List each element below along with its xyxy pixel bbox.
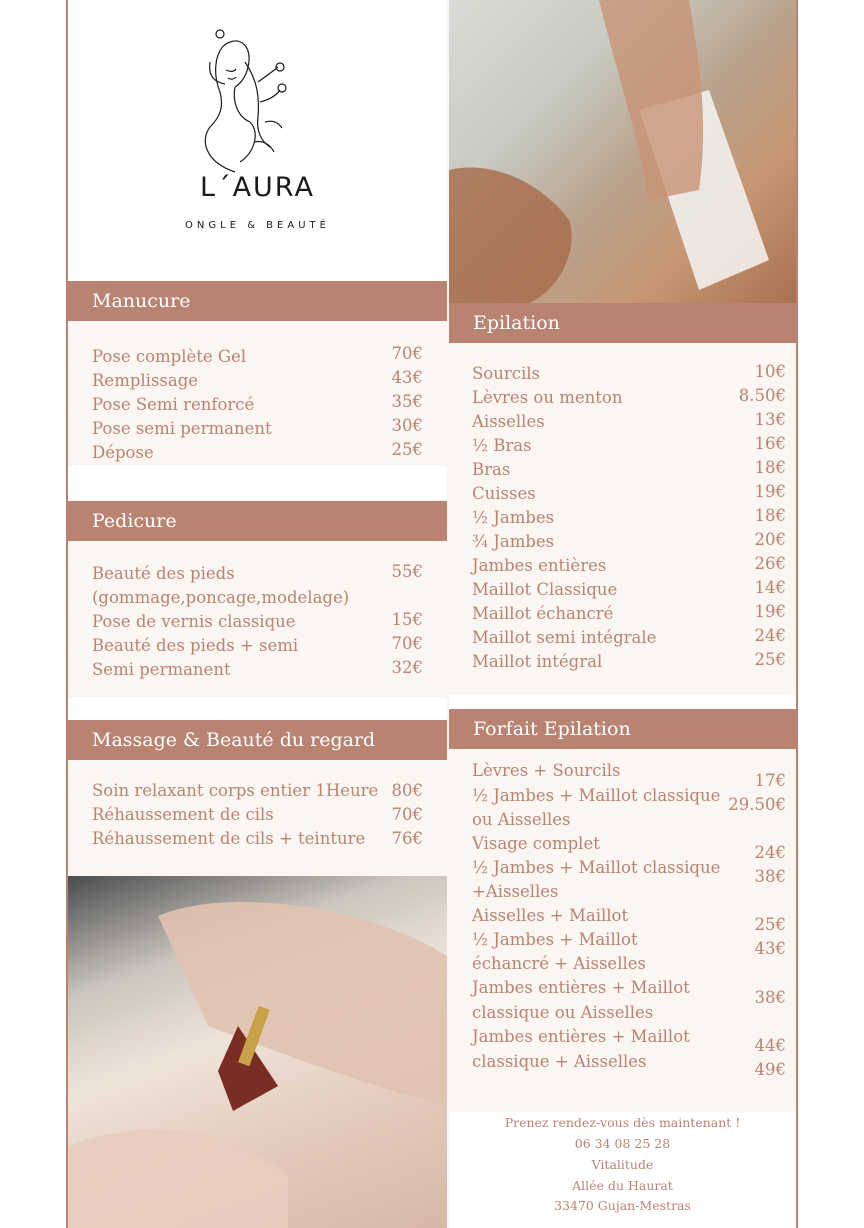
service-price: 13€ xyxy=(754,410,786,429)
service-price: 8.50€ xyxy=(738,386,786,405)
service-label-detail: (gommage,poncage,modelage) xyxy=(92,588,350,607)
massage-header: Massage & Beauté du regard xyxy=(68,720,447,760)
booking-cta: Prenez rendez-vous dès maintenant ! xyxy=(504,1115,741,1130)
service-price: 18€ xyxy=(754,458,786,477)
service-label: Pose Semi renforcé xyxy=(92,395,255,414)
spacer xyxy=(449,695,796,709)
package-label: ½ Jambes + Maillot classique xyxy=(472,858,721,877)
service-price: 18€ xyxy=(754,506,786,525)
service-price: 70€ xyxy=(391,805,423,824)
package-label: classique ou Aisselles xyxy=(472,1003,654,1022)
manucure-header: Manucure xyxy=(68,281,447,321)
service-label: ½ Bras xyxy=(472,436,532,455)
service-price: 19€ xyxy=(754,482,786,501)
package-label: Aisselles + Maillot xyxy=(472,906,629,925)
service-price: 14€ xyxy=(754,578,786,597)
package-label: Lèvres + Sourcils xyxy=(472,761,621,780)
package-label: ½ Jambes + Maillot xyxy=(472,930,638,949)
package-price: 25€ xyxy=(754,915,786,934)
service-label: Réhaussement de cils + teinture xyxy=(92,829,366,848)
package-label: +Aisselles xyxy=(472,882,559,901)
service-price: 70€ xyxy=(391,344,423,363)
street-address: Allée du Haurat xyxy=(572,1178,673,1193)
service-label: Remplissage xyxy=(92,371,199,390)
service-label: Sourcils xyxy=(472,364,541,383)
service-price: 19€ xyxy=(754,602,786,621)
service-price: 10€ xyxy=(754,362,786,381)
phone-number[interactable]: 06 34 08 25 28 xyxy=(574,1136,671,1151)
epilation-header: Epilation xyxy=(449,303,796,343)
service-price: 16€ xyxy=(754,434,786,453)
package-price: 43€ xyxy=(754,939,786,958)
service-price: 24€ xyxy=(754,626,786,645)
package-label: classique + Aisselles xyxy=(472,1052,647,1071)
service-price: 15€ xyxy=(391,610,423,629)
package-label: Jambes entières + Maillot xyxy=(472,978,690,997)
forfait-header: Forfait Epilation xyxy=(449,709,796,749)
spacer xyxy=(68,698,447,720)
package-price: 17€ xyxy=(754,771,786,790)
service-price: 25€ xyxy=(391,440,423,459)
service-price: 35€ xyxy=(391,392,423,411)
package-price: 38€ xyxy=(754,867,786,886)
pedicure-header: Pedicure xyxy=(68,501,447,541)
service-price: 26€ xyxy=(754,554,786,573)
service-price: 80€ xyxy=(391,781,423,800)
service-price: 70€ xyxy=(391,634,423,653)
city-address: 33470 Gujan-Mestras xyxy=(554,1198,691,1213)
package-label: échancré + Aisselles xyxy=(472,954,646,973)
service-label: Maillot intégral xyxy=(472,652,603,671)
service-label: Jambes entières xyxy=(472,556,607,575)
package-label: Jambes entières + Maillot xyxy=(472,1027,690,1046)
service-label: Maillot échancré xyxy=(472,604,614,623)
service-label: Aisselles xyxy=(472,412,545,431)
brand-tagline: ONGLE & BEAUTÉ xyxy=(185,220,330,231)
salon-place: Vitalitude xyxy=(591,1157,654,1172)
service-label: Maillot semi intégrale xyxy=(472,628,657,647)
brand-name: L´AURA xyxy=(200,172,315,203)
package-label: ½ Jambes + Maillot classique xyxy=(472,786,721,805)
service-price: 76€ xyxy=(391,829,423,848)
service-label: Soin relaxant corps entier 1Heure xyxy=(92,781,379,800)
service-label: Pose semi permanent xyxy=(92,419,272,438)
package-price: 24€ xyxy=(754,843,786,862)
service-label: ¾ Jambes xyxy=(472,532,555,551)
logo-block xyxy=(68,0,447,281)
service-label: Semi permanent xyxy=(92,660,231,679)
service-price: 30€ xyxy=(391,416,423,435)
service-price: 55€ xyxy=(391,562,423,581)
package-price: 49€ xyxy=(754,1060,786,1079)
service-label: Dépose xyxy=(92,443,154,462)
service-price: 43€ xyxy=(391,368,423,387)
spacer xyxy=(68,466,447,500)
service-label: Bras xyxy=(472,460,511,479)
package-price: 44€ xyxy=(754,1036,786,1055)
service-label: Maillot Classique xyxy=(472,580,618,599)
manicure-photo xyxy=(68,876,447,1228)
woman-flower-logo-icon xyxy=(190,22,290,178)
service-label: ½ Jambes xyxy=(472,508,555,527)
service-label: Pose de vernis classique xyxy=(92,612,296,631)
service-price: 20€ xyxy=(754,530,786,549)
service-label: Pose complète Gel xyxy=(92,347,247,366)
package-label: Visage complet xyxy=(472,834,600,853)
service-price: 32€ xyxy=(391,658,423,677)
service-label: Cuisses xyxy=(472,484,536,503)
package-price: 29.50€ xyxy=(728,795,786,814)
package-price: 38€ xyxy=(754,988,786,1007)
service-label: Lèvres ou menton xyxy=(472,388,623,407)
waxing-photo xyxy=(449,0,796,303)
service-label: Beauté des pieds xyxy=(92,564,235,583)
package-label: ou Aisselles xyxy=(472,810,571,829)
service-label: Réhaussement de cils xyxy=(92,805,274,824)
service-price: 25€ xyxy=(754,650,786,669)
service-label: Beauté des pieds + semi xyxy=(92,636,299,655)
